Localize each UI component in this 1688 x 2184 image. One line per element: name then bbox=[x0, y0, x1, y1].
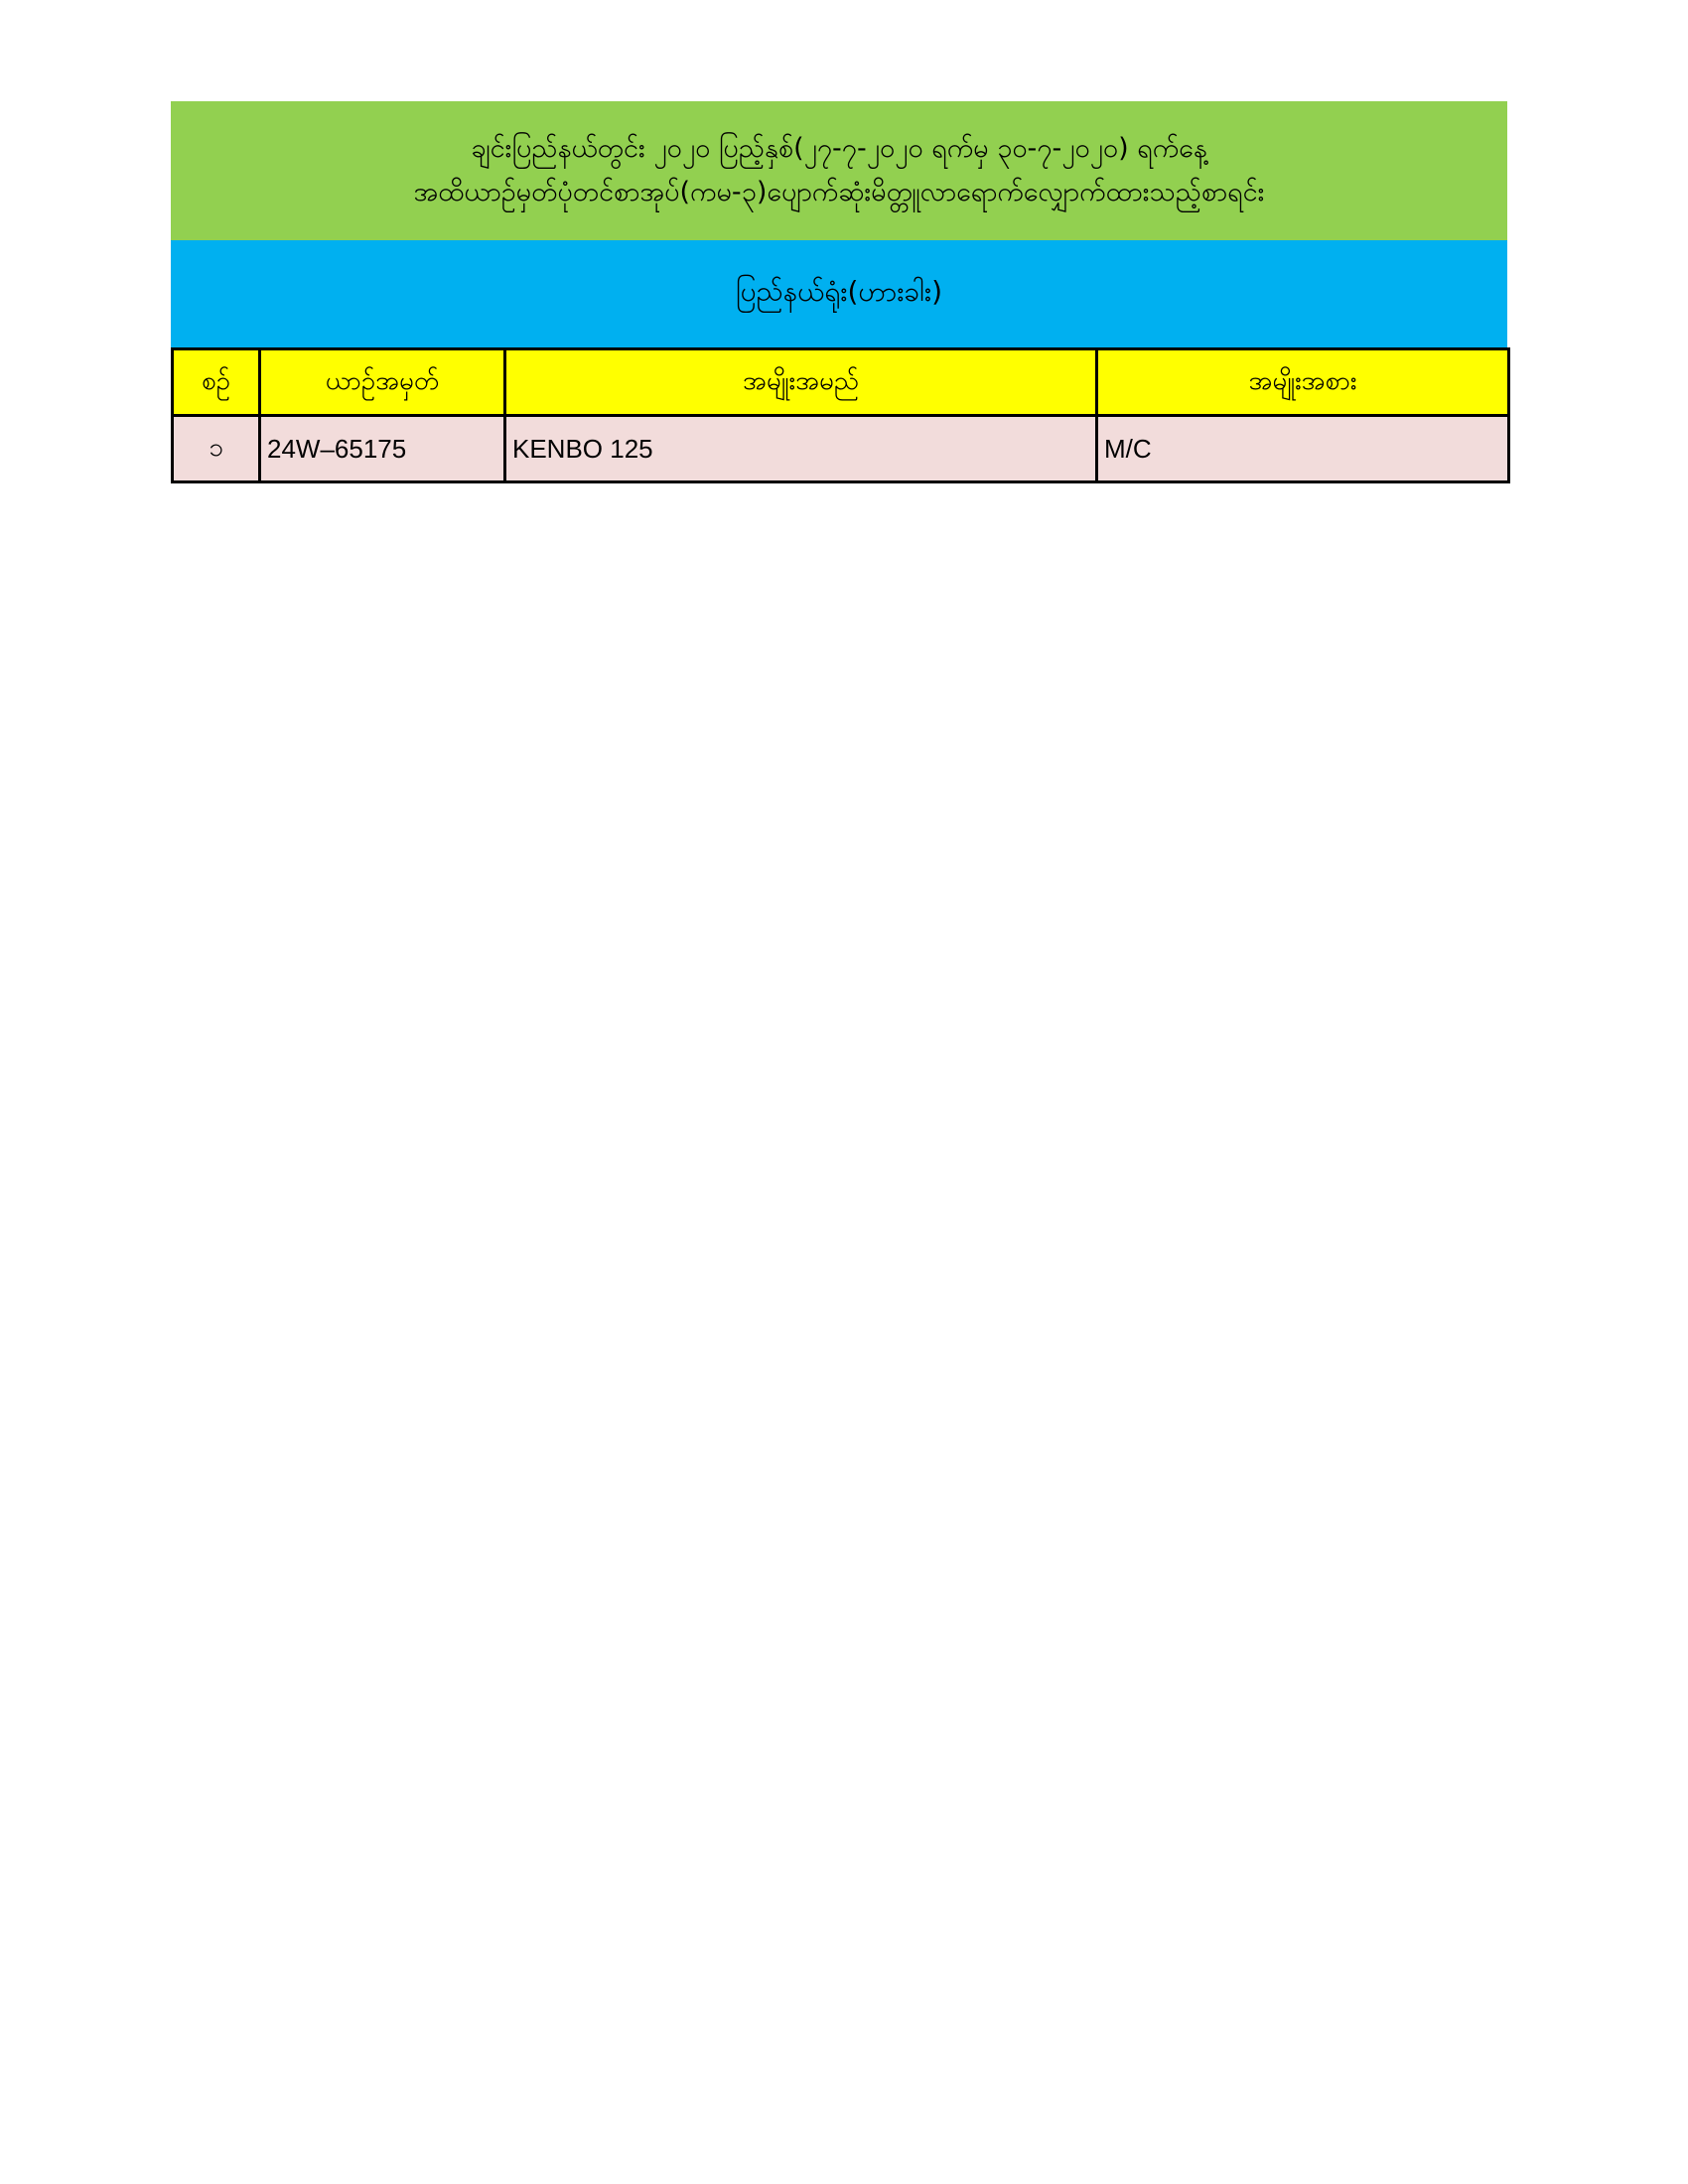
document-sheet bbox=[171, 101, 1507, 483]
records-table bbox=[171, 347, 1510, 483]
office-banner bbox=[171, 240, 1507, 347]
table-header-row bbox=[173, 349, 1509, 416]
header-vehicle-number: ယာဉ်အမှတ် bbox=[260, 349, 505, 416]
cell-vehicle-type: M/C bbox=[1097, 416, 1509, 482]
title-line-2: အထိယာဉ်မှတ်ပုံတင်စာအုပ်(ကမ-၃)ပျောက်ဆုံးမိတ္တူလာရောက်လျှောက်ထားသည့်စာရင်း bbox=[413, 177, 1265, 207]
header-make-model: အမျိုးအမည် bbox=[505, 349, 1097, 416]
title-banner bbox=[171, 101, 1507, 240]
title-line-1: ချင်းပြည်နယ်တွင်း ၂၀၂၀ ပြည့်နှစ်(၂၇-၇-၂၀၂၀ ရက်မှ ၃၀-၇-၂၀၂၀) ရက်နေ့ bbox=[471, 133, 1207, 164]
header-serial: စဉ် bbox=[173, 349, 260, 416]
header-vehicle-type: အမျိုးအစား bbox=[1097, 349, 1509, 416]
cell-vehicle-number: 24W–65175 bbox=[260, 416, 505, 482]
table-row bbox=[173, 416, 1509, 482]
cell-serial: ၁ bbox=[173, 416, 260, 482]
cell-make-model: KENBO 125 bbox=[505, 416, 1097, 482]
office-name: ပြည်နယ်ရုံး(ဟားခါး) bbox=[735, 275, 943, 308]
